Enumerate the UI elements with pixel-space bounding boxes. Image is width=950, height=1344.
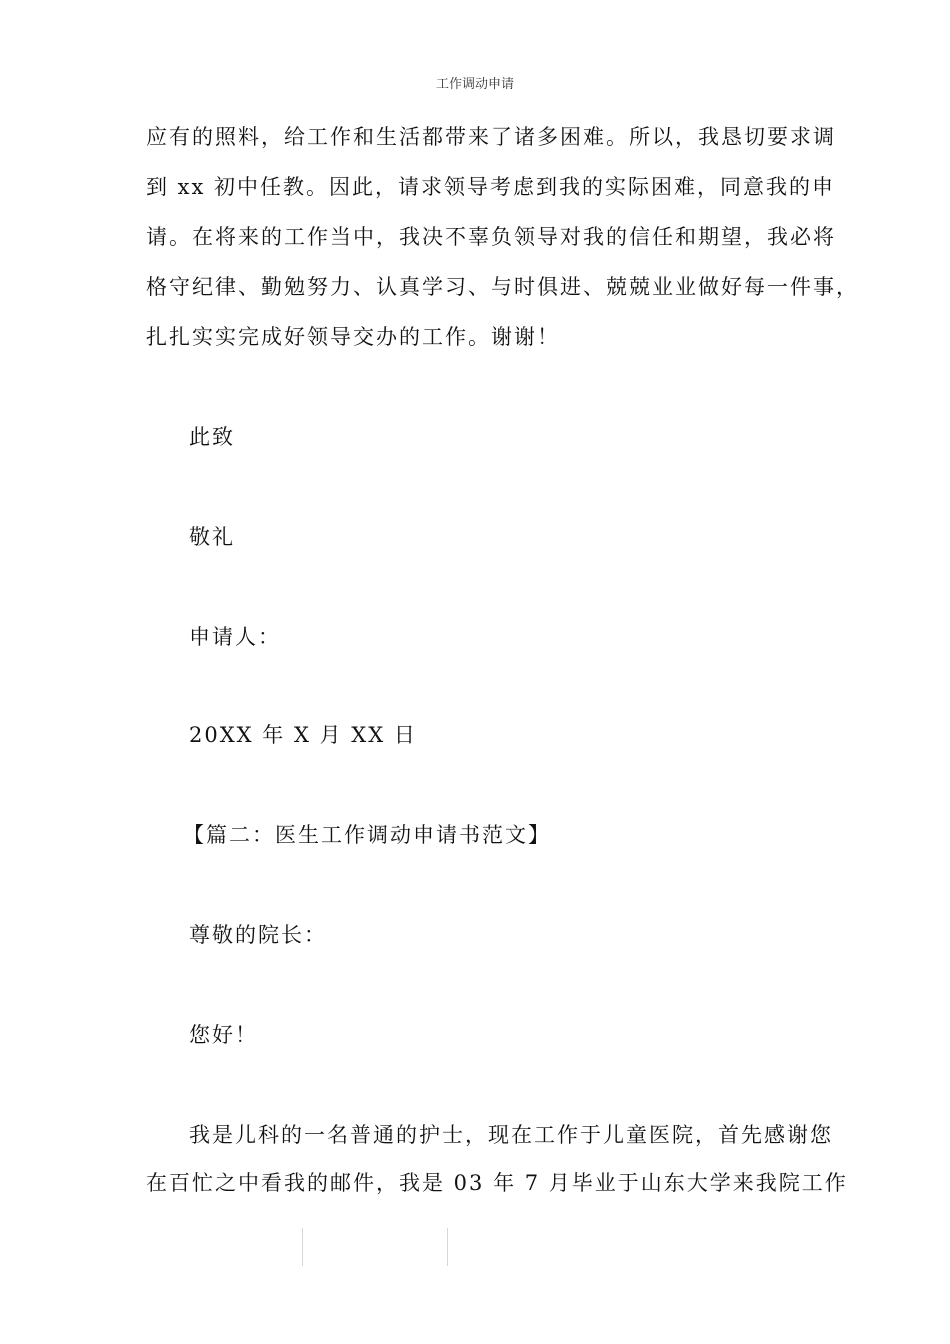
page-footer-marks bbox=[0, 1228, 950, 1268]
footer-divider bbox=[302, 1228, 303, 1266]
closing-salutation: 此致 bbox=[189, 425, 235, 449]
paragraph-line: 到 xx 初中任教。因此，请求领导考虑到我的实际困难，同意我的申 bbox=[146, 175, 836, 199]
paragraph-line: 在百忙之中看我的邮件，我是 03 年 7 月毕业于山东大学来我院工作 bbox=[146, 1171, 848, 1195]
paragraph-line: 扎扎实实完成好领导交办的工作。谢谢！ bbox=[146, 325, 560, 349]
paragraph-line: 应有的照料，给工作和生活都带来了诸多困难。所以，我恳切要求调 bbox=[146, 125, 836, 149]
letter-greeting: 尊敬的院长： bbox=[189, 923, 327, 947]
paragraph-line: 我是儿科的一名普通的护士，现在工作于儿童医院，首先感谢您 bbox=[189, 1123, 833, 1147]
paragraph-line: 格守纪律、勤勉努力、认真学习、与时俱进、兢兢业业做好每一件事， bbox=[146, 275, 859, 299]
page-header: 工作调动申请 bbox=[435, 77, 514, 92]
footer-divider bbox=[447, 1228, 448, 1266]
section-title: 【篇二：医生工作调动申请书范文】 bbox=[183, 823, 551, 847]
letter-hello: 您好！ bbox=[189, 1023, 258, 1047]
applicant-label: 申请人： bbox=[189, 625, 281, 649]
closing-regards: 敬礼 bbox=[189, 525, 235, 549]
signature-date: 20XX 年 X 月 XX 日 bbox=[189, 723, 417, 747]
paragraph-line: 请。在将来的工作当中，我决不辜负领导对我的信任和期望，我必将 bbox=[146, 225, 836, 249]
